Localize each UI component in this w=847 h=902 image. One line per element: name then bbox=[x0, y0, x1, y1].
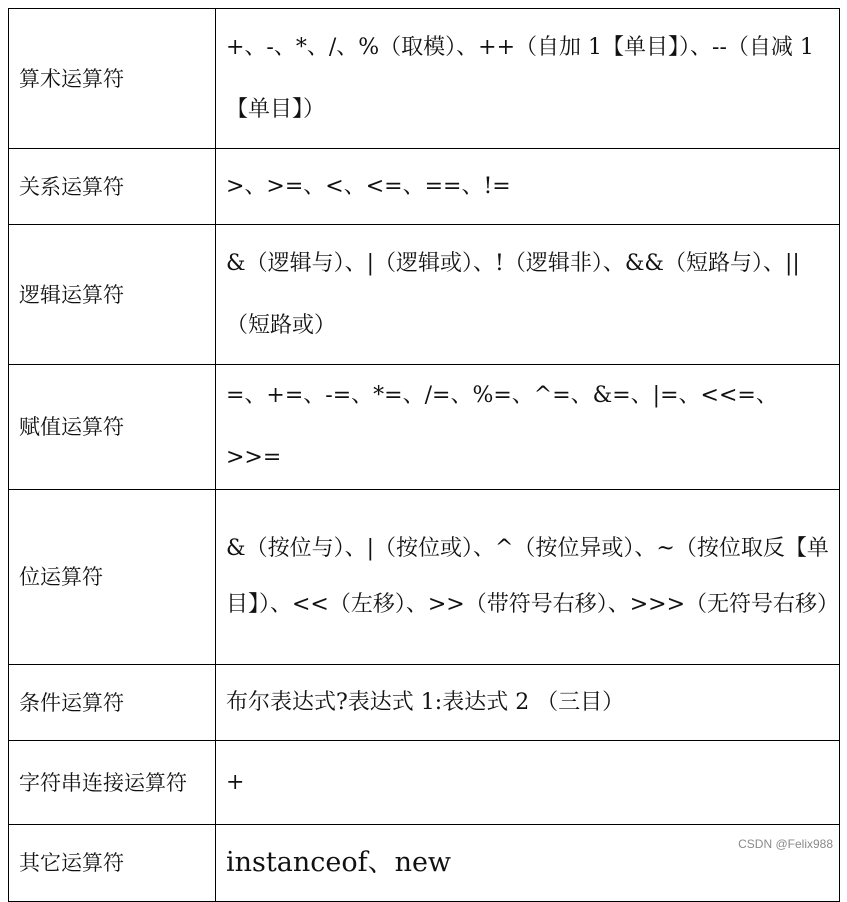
category-cell: 位运算符 bbox=[9, 490, 216, 665]
category-cell: 算术运算符 bbox=[9, 9, 216, 149]
watermark-text: CSDN @Felix988 bbox=[738, 837, 833, 851]
operators-cell: 布尔表达式?表达式 1:表达式 2 （三目） bbox=[216, 665, 840, 741]
category-cell: 条件运算符 bbox=[9, 665, 216, 741]
operators-cell: +、-、*、/、%（取模）、++（自加 1【单目】）、--（自减 1【单目】） bbox=[216, 9, 840, 149]
operators-cell: &（逻辑与）、|（逻辑或）、!（逻辑非）、&&（短路与）、||（短路或） bbox=[216, 225, 840, 365]
operator-table bbox=[8, 8, 840, 902]
category-cell: 赋值运算符 bbox=[9, 365, 216, 490]
operators-cell: =、+=、-=、*=、/=、%=、^=、&=、|=、<<=、>>= bbox=[216, 365, 840, 490]
operators-cell: &（按位与）、|（按位或）、^（按位异或）、~（按位取反【单目】）、<<（左移）、>>（带符号右移）、>>>（无符号右移） bbox=[216, 490, 840, 665]
table-row bbox=[9, 9, 840, 149]
operators-cell: instanceof、new bbox=[216, 825, 840, 902]
table-row bbox=[9, 741, 840, 825]
table-row bbox=[9, 825, 840, 902]
table-row bbox=[9, 225, 840, 365]
category-cell: 关系运算符 bbox=[9, 149, 216, 225]
table-row bbox=[9, 365, 840, 490]
table-row bbox=[9, 490, 840, 665]
operators-cell: + bbox=[216, 741, 840, 825]
table-row bbox=[9, 149, 840, 225]
table-row bbox=[9, 665, 840, 741]
operators-cell: >、>=、<、<=、==、!= bbox=[216, 149, 840, 225]
category-cell: 逻辑运算符 bbox=[9, 225, 216, 365]
category-cell: 字符串连接运算符 bbox=[9, 741, 216, 825]
category-cell: 其它运算符 bbox=[9, 825, 216, 902]
